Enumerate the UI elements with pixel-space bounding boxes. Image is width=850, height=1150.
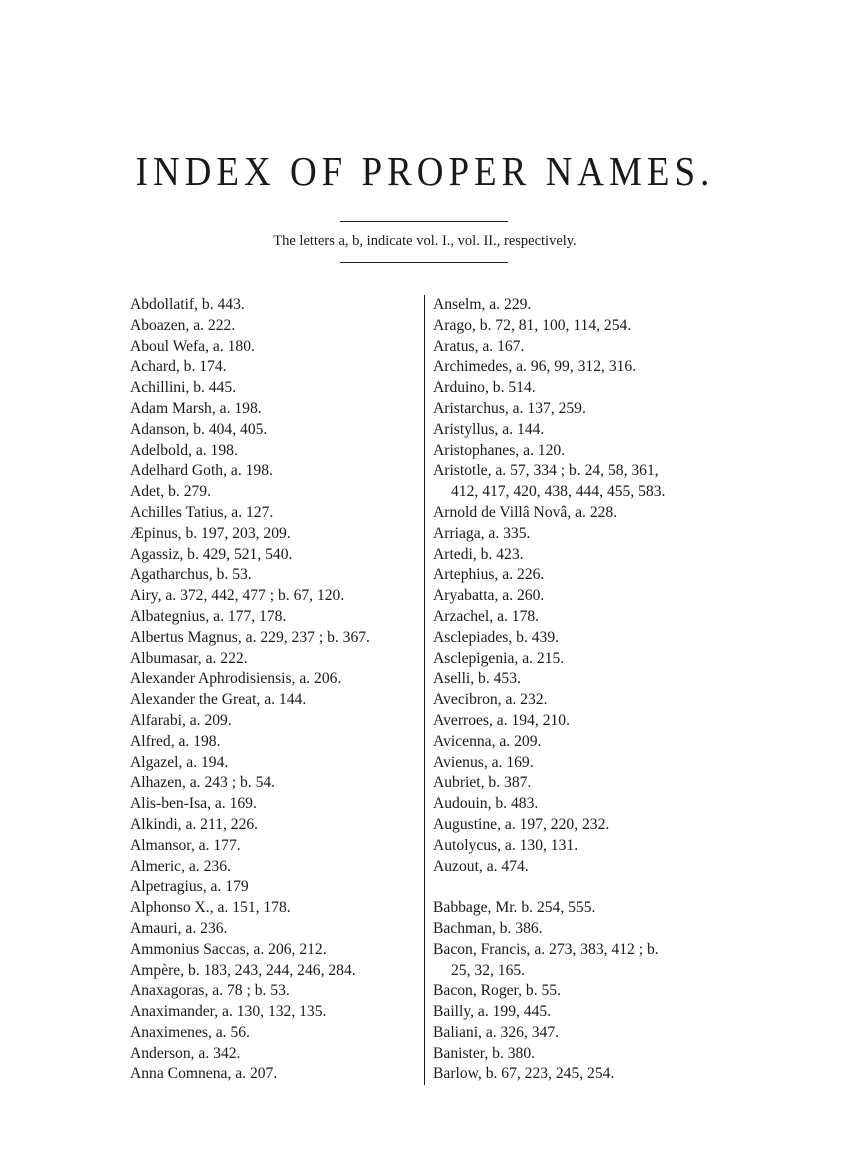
index-entry: Alis-ben-Isa, a. 169. (130, 795, 257, 813)
index-entry: Algazel, a. 194. (130, 753, 229, 771)
index-entry-text: Avicenna, a. 209. (433, 732, 542, 750)
index-entry-text: Arriaga, a. 335. (433, 524, 531, 542)
index-entry: Alkindi, a. 211, 226. (130, 815, 259, 833)
index-entry: Abdollatif, b. 443. (130, 296, 245, 313)
index-entry-text: Anselm, a. 229. (433, 296, 532, 313)
index-entry-text: Aristyllus, a. 144. (433, 420, 545, 438)
index-entry (433, 337, 733, 358)
index-entry-text: Averroes, a. 194, 210. (433, 711, 570, 729)
index-entry-text: Augustine, a. 197, 220, 232. (433, 815, 610, 833)
index-entry: Anaxagoras, a. 78 ; b. 53. (130, 982, 290, 1000)
index-entry: Adet, b. 279. (130, 483, 211, 501)
index-entry: Alphonso X., a. 151, 178. (130, 899, 291, 917)
index-entry: Anderson, a. 342. (130, 1044, 241, 1062)
index-entry-text: Bacon, Francis, a. 273, 383, 412 ; b. (433, 940, 659, 958)
index-entry (433, 981, 733, 1002)
index-entry (433, 794, 733, 815)
index-entry (433, 753, 733, 774)
index-entry-text: Aratus, a. 167. (433, 337, 525, 355)
index-entry: Achilles Tatius, a. 127. (130, 503, 274, 521)
index-entry: Albertus Magnus, a. 229, 237 ; b. 367. (130, 628, 370, 646)
index-entry-text: Aristarchus, a. 137, 259. (433, 399, 586, 417)
title-rule-top (340, 221, 508, 222)
index-entry (433, 545, 733, 566)
index-entry-text: Asclepiades, b. 439. (433, 628, 560, 646)
index-entry (433, 815, 733, 836)
index-entry-text: Bachman, b. 386. (433, 919, 543, 937)
index-entry: Aboazen, a. 222. (130, 316, 236, 334)
index-entry (433, 773, 733, 794)
index-entry-text: Banister, b. 380. (433, 1044, 536, 1062)
index-entry: Almeric, a. 236. (130, 857, 231, 875)
index-entry-text: Aselli, b. 453. (433, 670, 521, 688)
index-entry-text: Asclepigenia, a. 215. (433, 649, 565, 667)
index-entry: Almansor, a. 177. (130, 836, 241, 854)
index-entry (433, 586, 733, 607)
index-entry: Ampère, b. 183, 243, 244, 246, 284. (130, 961, 356, 979)
index-entry-text: Arduino, b. 514. (433, 379, 536, 397)
index-entry-text: Artedi, b. 423. (433, 545, 524, 563)
index-entry: Anna Comnena, a. 207. (130, 1065, 278, 1083)
index-entry-text: Baliani, a. 326, 347. (433, 1023, 560, 1041)
index-entry-text: Arzachel, a. 178. (433, 607, 540, 625)
index-entry (433, 919, 733, 940)
index-entry-text: Autolycus, a. 130, 131. (433, 836, 579, 854)
index-entry: Anaximander, a. 130, 132, 135. (130, 1003, 327, 1021)
index-entry-text: Arnold de Villâ Novâ, a. 228. (433, 503, 618, 521)
index-entry (433, 503, 733, 524)
index-entry-continuation: 412, 417, 420, 438, 444, 455, 583. (451, 483, 666, 501)
index-entry (433, 940, 733, 982)
index-entry (433, 649, 733, 670)
index-entry-text: Archimedes, a. 96, 99, 312, 316. (433, 358, 637, 376)
index-entry: Albategnius, a. 177, 178. (130, 607, 287, 625)
index-entry: Alfred, a. 198. (130, 732, 221, 750)
index-entry-continuation: 25, 32, 165. (451, 961, 526, 979)
index-entry-text: Avecibron, a. 232. (433, 691, 548, 709)
index-entry (433, 378, 733, 399)
index-entry-text: Barlow, b. 67, 223, 245, 254. (433, 1065, 615, 1083)
volume-note: The letters a, b, indicate vol. I., vol. II., respectively. (273, 233, 577, 249)
index-entry: Aboul Wefa, a. 180. (130, 337, 255, 355)
index-entry (433, 857, 733, 878)
index-entry (433, 295, 733, 316)
index-entry: Achillini, b. 445. (130, 379, 237, 397)
index-entry (433, 732, 733, 753)
index-entry: Ammonius Saccas, a. 206, 212. (130, 940, 327, 958)
column-divider (424, 295, 425, 1085)
index-entry: Agatharchus, b. 53. (130, 566, 252, 584)
index-entry (433, 607, 733, 628)
index-entry: Adam Marsh, a. 198. (130, 399, 262, 417)
index-entry (433, 1023, 733, 1044)
index-entry: Amauri, a. 236. (130, 919, 228, 937)
index-entry (433, 357, 733, 378)
index-entry: Alhazen, a. 243 ; b. 54. (130, 774, 276, 792)
index-entry-text: Aryabatta, a. 260. (433, 587, 545, 605)
index-column-left (130, 295, 420, 1085)
index-entry: Æpinus, b. 197, 203, 209. (130, 524, 291, 542)
index-entry-text: Babbage, Mr. b. 254, 555. (433, 899, 596, 917)
letter-section-gap (433, 877, 733, 898)
index-entry (433, 524, 733, 545)
index-entry: Anaximenes, a. 56. (130, 1023, 250, 1041)
index-entry (433, 669, 733, 690)
index-entry (433, 836, 733, 857)
index-entry-text: Arago, b. 72, 81, 100, 114, 254. (433, 316, 632, 334)
index-entry (433, 399, 733, 420)
index-entry: Albumasar, a. 222. (130, 649, 248, 667)
index-entry: Airy, a. 372, 442, 477 ; b. 67, 120. (130, 587, 345, 605)
index-entry: Alpetragius, a. 179 (130, 878, 249, 896)
index-entry (433, 420, 733, 441)
index-entry: Adelhard Goth, a. 198. (130, 462, 273, 480)
index-entry: Adelbold, a. 198. (130, 441, 238, 459)
index-entry: Alfarabi, a. 209. (130, 711, 232, 729)
index-entry (433, 461, 733, 503)
index-entry-text: Aubriet, b. 387. (433, 774, 532, 792)
index-entry (433, 441, 733, 462)
index-entry-text: Aristotle, a. 57, 334 ; b. 24, 58, 361, (433, 462, 659, 480)
index-entry (433, 1064, 733, 1085)
title-rule-bottom (340, 262, 508, 263)
index-entry-text: Audouin, b. 483. (433, 795, 539, 813)
index-entry (433, 1002, 733, 1023)
index-entry-text: Avienus, a. 169. (433, 753, 534, 771)
index-entry (433, 898, 733, 919)
index-column-right (433, 295, 733, 1085)
index-entry (433, 628, 733, 649)
index-entry-text: Bailly, a. 199, 445. (433, 1003, 552, 1021)
index-entry: Adanson, b. 404, 405. (130, 420, 268, 438)
page-title: INDEX OF PROPER NAMES. (135, 149, 715, 196)
index-entry (433, 565, 733, 586)
index-entry-text: Aristophanes, a. 120. (433, 441, 566, 459)
index-entry (433, 690, 733, 711)
index-entry-text: Artephius, a. 226. (433, 566, 545, 584)
index-entry (433, 1044, 733, 1065)
index-entry (433, 711, 733, 732)
index-entry-text: Bacon, Roger, b. 55. (433, 982, 562, 1000)
index-entry (433, 316, 733, 337)
index-entry: Achard, b. 174. (130, 358, 227, 376)
index-entry: Agassiz, b. 429, 521, 540. (130, 545, 293, 563)
index-entry: Alexander Aphrodisiensis, a. 206. (130, 670, 342, 688)
index-entry-text: Auzout, a. 474. (433, 857, 529, 875)
index-entry: Alexander the Great, a. 144. (130, 691, 307, 709)
